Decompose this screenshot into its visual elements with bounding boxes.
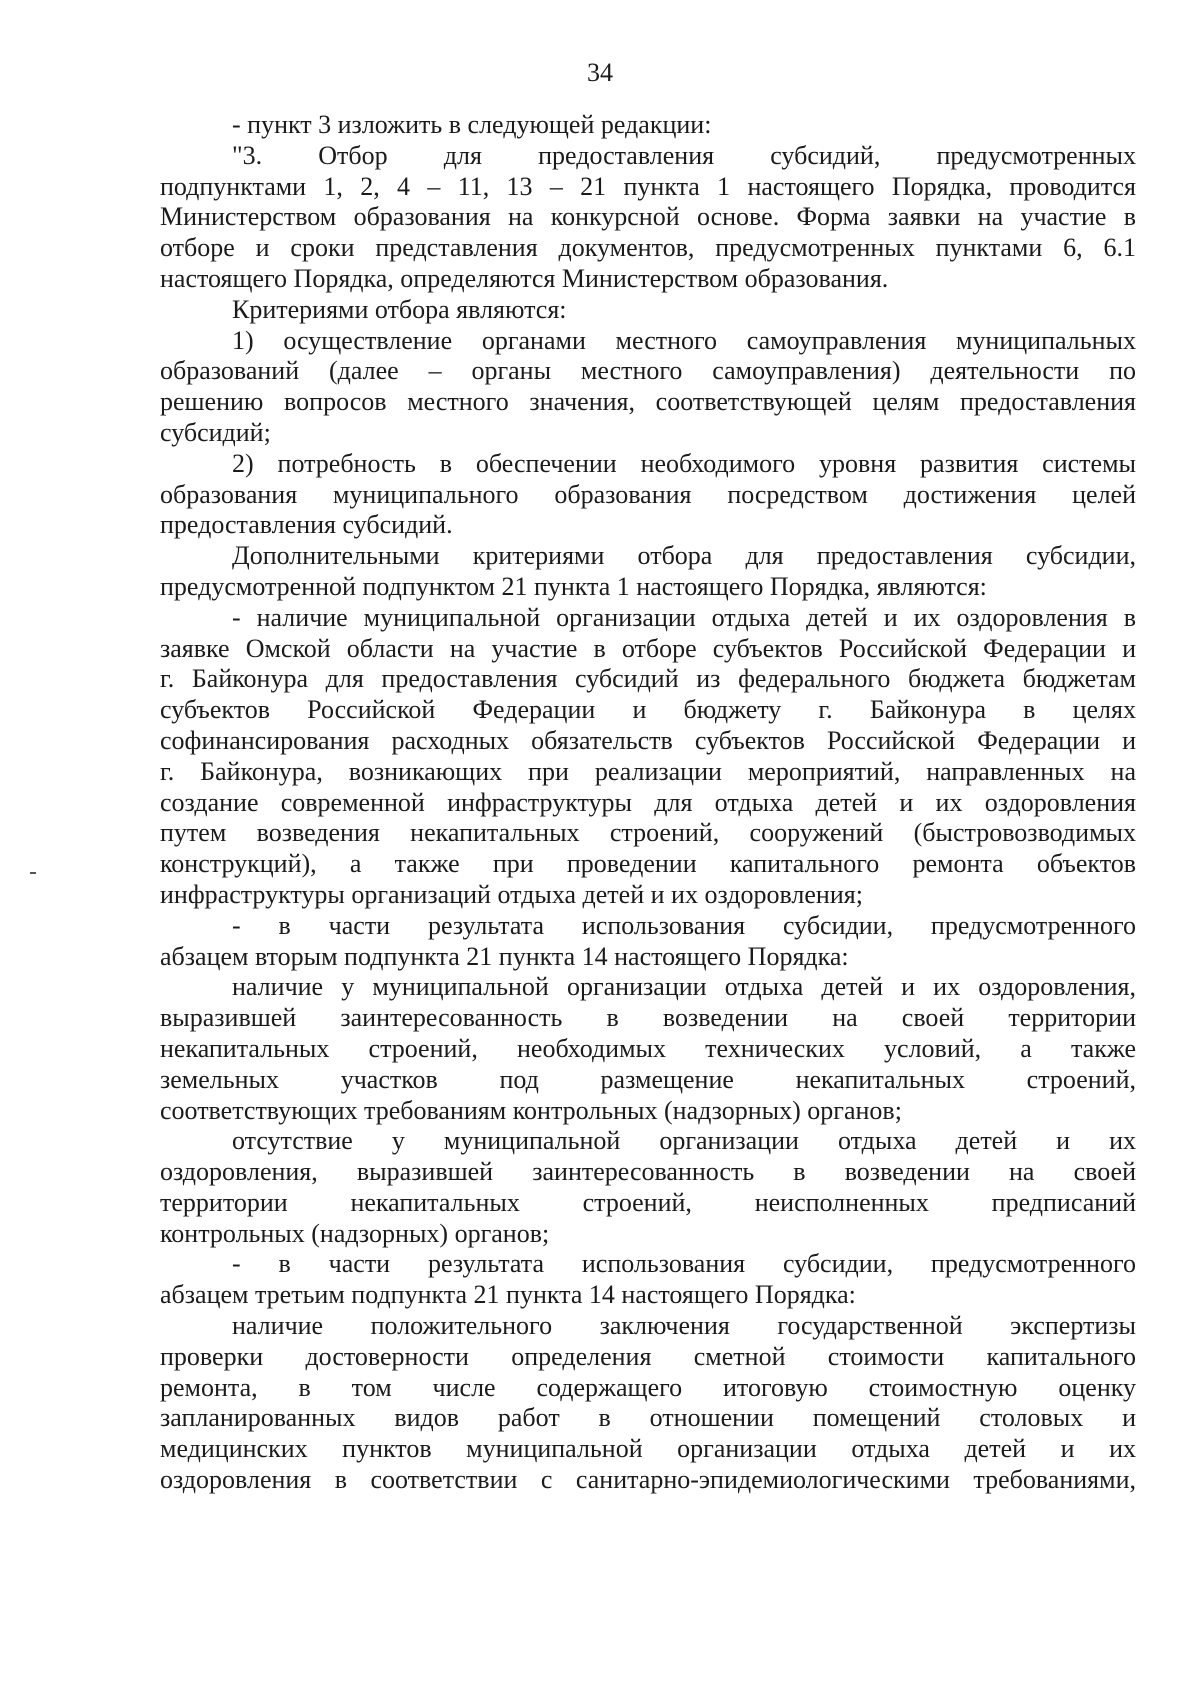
document-body (160, 110, 1136, 1496)
text-line: абзацем вторым подпункта 21 пункта 14 настоящего Порядка: (160, 941, 849, 971)
text-line: - в части результата использования субсидии, предусмотренного (232, 910, 1136, 940)
text-line: Министерством образования на конкурсной основе. Форма заявки на участие в (160, 202, 1136, 232)
text-line: софинансирования расходных обязательств субъектов Российской Федерации и (160, 725, 1136, 755)
text-line: ремонта, в том числе содержащего итоговую стоимостную оценку (160, 1372, 1136, 1402)
text-line: создание современной инфраструктуры для отдыха детей и их оздоровления (160, 787, 1136, 817)
text-line: настоящего Порядка, определяются Министерством образования. (160, 263, 889, 293)
text-line: - наличие муниципальной организации отдыха детей и их оздоровления в (232, 602, 1136, 632)
text-line: - пункт 3 изложить в следующей редакции: (232, 110, 712, 139)
scan-margin-mark (30, 872, 36, 874)
text-line: предусмотренной подпунктом 21 пункта 1 настоящего Порядка, являются: (160, 571, 987, 601)
text-line: образования муниципального образования посредством достижения целей (160, 479, 1136, 509)
text-line: предоставления субсидий. (160, 510, 453, 540)
text-line: 2) потребность в обеспечении необходимого уровня развития системы (232, 448, 1136, 478)
text-line: заявке Омской области на участие в отборе субъектов Российской Федерации и (160, 633, 1136, 663)
text-line: оздоровления, выразившей заинтересованность в возведении на своей (160, 1157, 1136, 1187)
text-line: отсутствие у муниципальной организации отдыха детей и их (232, 1126, 1136, 1156)
text-line: Дополнительными критериями отбора для предоставления субсидии, (232, 541, 1136, 571)
text-line: некапитальных строений, необходимых технических условий, а также (160, 1033, 1136, 1063)
text-line: оздоровления в соответствии с санитарно-эпидемиологическими требованиями, (160, 1465, 1136, 1495)
text-line: г. Байконура для предоставления субсидий из федерального бюджета бюджетам (160, 664, 1136, 694)
text-line: наличие положительного заключения государственной экспертизы (232, 1311, 1136, 1341)
text-line: инфраструктуры организаций отдыха детей и их оздоровления; (160, 879, 863, 909)
page-number: 34 (587, 58, 613, 87)
text-line: абзацем третьим подпункта 21 пункта 14 настоящего Порядка: (160, 1280, 856, 1310)
text-line: отборе и сроки представления документов, предусмотренных пунктами 6, 6.1 (160, 233, 1136, 263)
text-line: 1) осуществление органами местного самоуправления муниципальных (232, 325, 1136, 355)
text-line: г. Байконура, возникающих при реализации мероприятий, направленных на (160, 756, 1136, 786)
text-line: контрольных (надзорных) органов; (160, 1218, 550, 1248)
text-line: "3. Отбор для предоставления субсидий, предусмотренных (232, 140, 1136, 170)
text-line: подпунктами 1, 2, 4 – 11, 13 – 21 пункта 1 настоящего Порядка, проводится (160, 171, 1136, 201)
text-line: образований (далее – органы местного самоуправления) деятельности по (160, 356, 1136, 386)
text-line: решению вопросов местного значения, соответствующей целям предоставления (160, 387, 1136, 417)
text-line: путем возведения некапитальных строений, сооружений (быстровозводимых (160, 818, 1136, 848)
text-line: Критериями отбора являются: (232, 294, 567, 324)
text-line: медицинских пунктов муниципальной организации отдыха детей и их (160, 1434, 1136, 1464)
text-line: выразившей заинтересованность в возведении на своей территории (160, 1003, 1136, 1033)
text-line: - в части результата использования субсидии, предусмотренного (232, 1249, 1136, 1279)
text-line: соответствующих требованиям контрольных (надзорных) органов; (160, 1095, 902, 1125)
text-line: запланированных видов работ в отношении помещений столовых и (160, 1403, 1136, 1433)
text-line: наличие у муниципальной организации отдыха детей и их оздоровления, (232, 972, 1136, 1002)
text-line: проверки достоверности определения сметной стоимости капитального (160, 1341, 1136, 1371)
text-line: субсидий; (160, 417, 271, 447)
text-line: конструкций), а также при проведении капитального ремонта объектов (160, 849, 1136, 879)
text-line: земельных участков под размещение некапитальных строений, (160, 1064, 1136, 1094)
text-line: субъектов Российской Федерации и бюджету г. Байконура в целях (160, 695, 1136, 725)
text-line: территории некапитальных строений, неисполненных предписаний (160, 1187, 1136, 1217)
